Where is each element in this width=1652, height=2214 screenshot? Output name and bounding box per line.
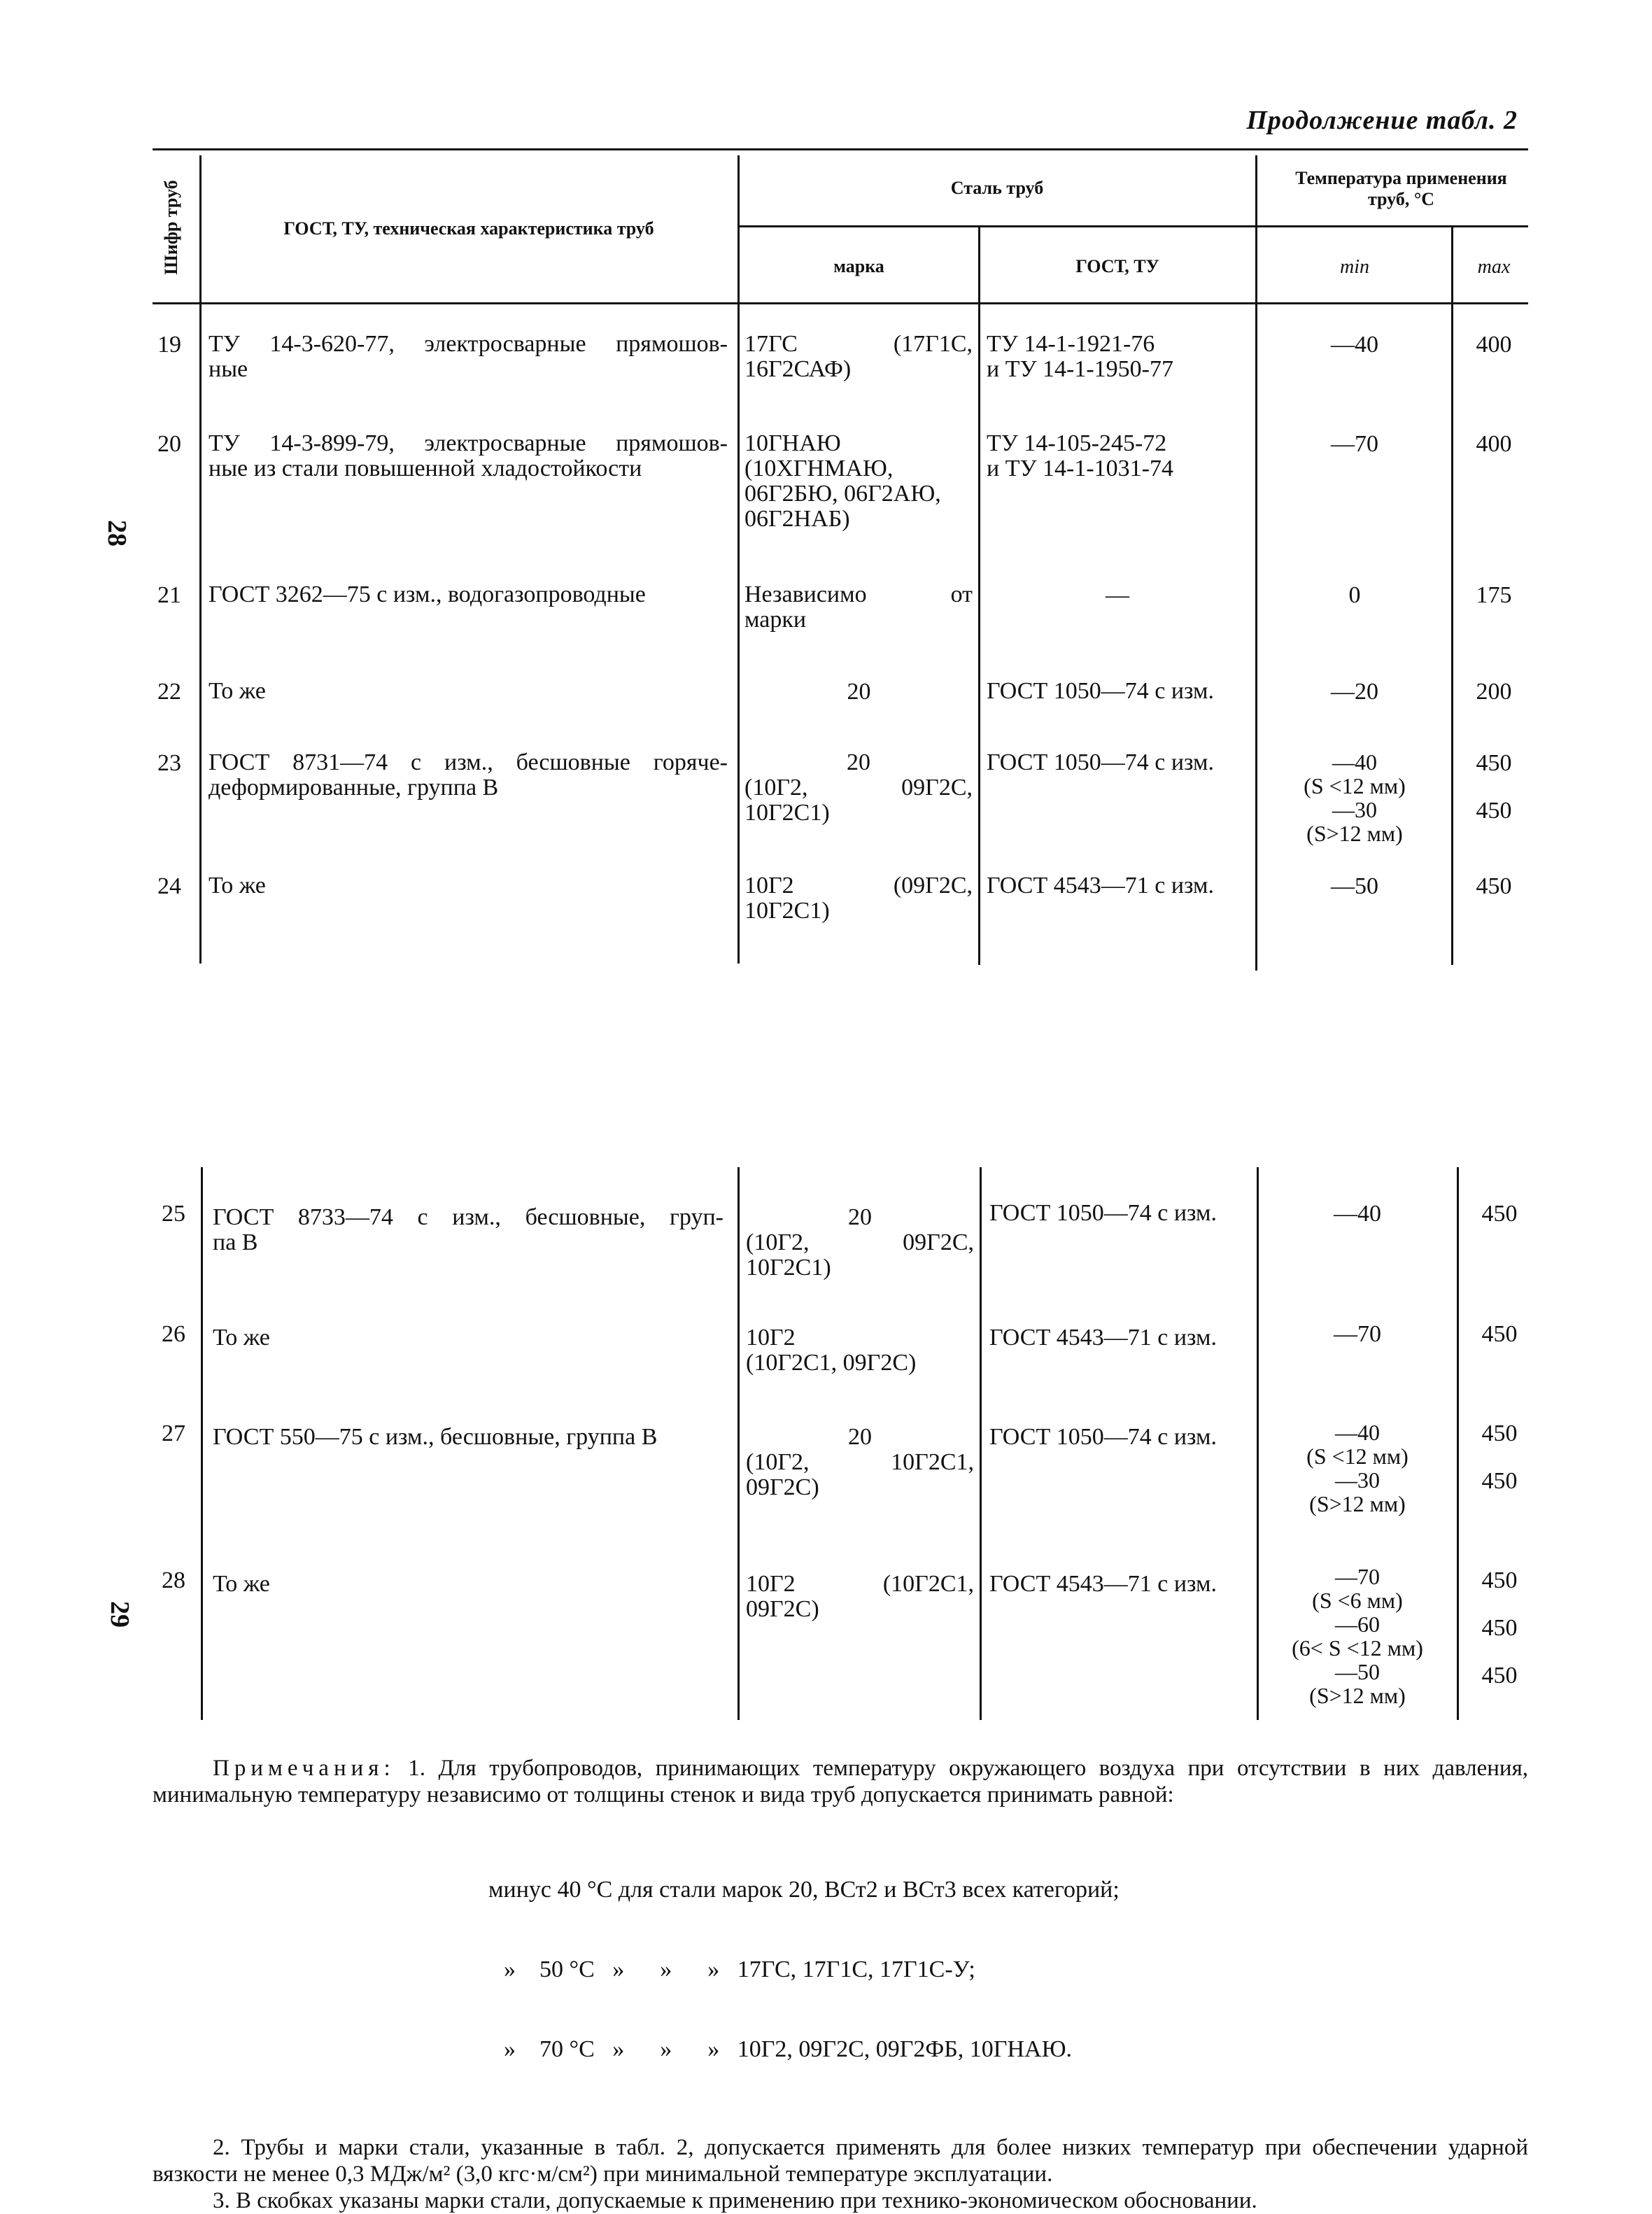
row-25-grade: 20 (10Г2, 09Г2С, 10Г2С1): [746, 1204, 974, 1281]
note-1-text: 1. Для трубопроводов, принимающих температуру окружающего воздуха при отсутствии в них давления, минимальную температуру независимо от толщины стенок и вида труб допускается принимать равной:: [153, 1756, 1528, 1807]
row-22-grade: 20: [847, 679, 871, 705]
notes-block: [153, 1755, 1528, 2214]
row-27-tmax: 450 450: [1481, 1420, 1518, 1494]
row-19-gost: ТУ 14-1-1921-76 и ТУ 14-1-1950-77: [987, 331, 1174, 382]
col-rule-b2: [737, 1167, 740, 1720]
col-rule-5: [1451, 227, 1453, 965]
col-rule-b1: [201, 1167, 203, 1720]
row-28-desc: То же: [213, 1571, 270, 1597]
row-23-code: 23: [157, 750, 181, 776]
col-rule-1: [199, 155, 202, 964]
row-20-gost: ТУ 14-105-245-72 и ТУ 14-1-1031-74: [987, 430, 1174, 481]
header-temperature: Температура применения труб, °С: [1295, 168, 1507, 209]
row-24-gost: ГОСТ 4543—71 с изм.: [987, 873, 1214, 898]
note-2: 2. Трубы и марки стали, указанные в табл. 2, допускается применять для более низких температур при обеспечении ударной вязкости не менее 0,3 МДж/м² (3,0 кгс·м/см²) при минимальной температуре эксплуатации.: [153, 2135, 1528, 2187]
row-19-tmin: —40: [1331, 332, 1378, 358]
row-26-tmax: 450: [1481, 1321, 1518, 1347]
row-25-tmax: 450: [1481, 1201, 1518, 1227]
row-22-gost: ГОСТ 1050—74 с изм.: [987, 678, 1214, 704]
row-21-code: 21: [157, 582, 181, 608]
row-21-gost: —: [1106, 582, 1129, 608]
row-27-code: 27: [162, 1420, 185, 1446]
row-28-gost: ГОСТ 4543—71 с изм.: [989, 1571, 1217, 1597]
table-top-rule: [153, 148, 1528, 150]
page-number-29: 29: [105, 1601, 134, 1628]
row-20-desc: ТУ 14-3-899-79, электросварные прямошов- ные из стали повышенной хладостойкости: [209, 430, 728, 481]
header-code: Шифр труб: [161, 180, 181, 275]
row-22-tmin: —20: [1331, 679, 1378, 705]
row-22-code: 22: [157, 679, 181, 705]
row-27-gost: ГОСТ 1050—74 с изм.: [989, 1424, 1217, 1450]
row-28-code: 28: [162, 1567, 185, 1593]
row-24-tmax: 450: [1476, 873, 1512, 899]
header-mid-rule: [739, 225, 1528, 227]
row-23-gost: ГОСТ 1050—74 с изм.: [987, 749, 1214, 775]
row-21-desc: ГОСТ 3262—75 с изм., водогазопроводные: [209, 581, 646, 607]
col-rule-b4: [1257, 1167, 1259, 1720]
row-19-tmax: 400: [1476, 332, 1512, 358]
row-27-grade: 20 (10Г2, 10Г2С1, 09Г2С): [746, 1424, 974, 1500]
header-min: min: [1340, 256, 1369, 278]
header-grade: марка: [833, 256, 884, 276]
row-19-desc: ТУ 14-3-620-77, электросварные прямошов- ные: [209, 331, 728, 382]
note-1: [153, 1755, 1528, 1808]
row-27-desc: ГОСТ 550—75 с изм., бесшовные, группа В: [213, 1424, 658, 1450]
row-26-tmin: —70: [1334, 1321, 1381, 1347]
row-22-desc: То же: [209, 678, 266, 704]
row-19-grade: 17ГС (17Г1С, 16Г2САФ): [744, 331, 973, 382]
note-3: 3. В скобках указаны марки стали, допускаемые к применению при технико-экономическом обосновании.: [213, 2188, 1257, 2213]
note-1-list-item: минус 40 °С для стали марок 20, ВСт2 и ВСт3 всех категорий;: [488, 1877, 1120, 1903]
row-23-grade: 20 (10Г2, 09Г2С, 10Г2С1): [744, 749, 973, 826]
row-26-code: 26: [162, 1321, 185, 1347]
col-rule-b5: [1457, 1167, 1459, 1720]
row-24-tmin: —50: [1331, 873, 1378, 899]
header-steel: Сталь труб: [950, 178, 1044, 198]
col-rule-4: [1255, 155, 1257, 971]
row-25-tmin: —40: [1334, 1201, 1381, 1227]
row-20-code: 20: [157, 431, 181, 457]
note-1-list: [488, 1824, 1528, 2116]
header-description: ГОСТ, ТУ, техническая характеристика труб: [283, 218, 654, 239]
header-max: max: [1477, 256, 1511, 278]
row-21-tmin: 0: [1348, 582, 1361, 608]
row-26-desc: То же: [213, 1325, 270, 1351]
row-26-grade: 10Г2 (10Г2С1, 09Г2С): [746, 1325, 917, 1376]
col-rule-2: [737, 155, 740, 964]
col-rule-3: [978, 227, 980, 965]
row-25-gost: ГОСТ 1050—74 с изм.: [989, 1200, 1217, 1226]
row-24-code: 24: [157, 873, 181, 899]
row-19-code: 19: [157, 332, 181, 358]
row-20-tmax: 400: [1476, 431, 1512, 457]
row-28-grade: 10Г2 (10Г2С1, 09Г2С): [746, 1571, 974, 1622]
row-20-grade: 10ГНАЮ (10ХГНМАЮ, 06Г2БЮ, 06Г2АЮ, 06Г2НАБ): [744, 430, 941, 532]
row-21-grade: Независимо от марки: [744, 581, 973, 633]
row-23-tmin: —40 (S <12 мм) —30 (S>12 мм): [1304, 749, 1406, 846]
note-1-list-item: » 70 °С » » » 10Г2, 09Г2С, 09Г2ФБ, 10ГНАЮ.: [504, 2036, 1073, 2062]
note-1-list-item: » 50 °С » » » 17ГС, 17Г1С, 17Г1С-У;: [504, 1956, 975, 1982]
page-number-28: 28: [102, 520, 132, 547]
header-gost-tu: ГОСТ, ТУ: [1075, 256, 1159, 276]
header-bottom-rule: [153, 302, 1528, 304]
col-rule-b3: [980, 1167, 982, 1720]
row-28-tmax: 450 450 450: [1481, 1567, 1518, 1688]
row-24-desc: То же: [209, 873, 266, 898]
row-21-tmax: 175: [1476, 582, 1512, 608]
notes-label: Примечания:: [213, 1756, 395, 1781]
row-28-tmin: —70 (S <6 мм) —60 (6< S <12 мм) —50 (S>12 мм): [1292, 1564, 1423, 1708]
row-20-tmin: —70: [1331, 431, 1378, 457]
row-27-tmin: —40 (S <12 мм) —30 (S>12 мм): [1306, 1420, 1409, 1516]
row-23-desc: ГОСТ 8731—74 с изм., бесшовные горяче- деформированные, группа В: [209, 749, 728, 801]
row-26-gost: ГОСТ 4543—71 с изм.: [989, 1325, 1217, 1351]
row-22-tmax: 200: [1476, 679, 1512, 705]
row-24-grade: 10Г2 (09Г2С, 10Г2С1): [744, 873, 973, 924]
table-continuation-caption: Продолжение табл. 2: [1246, 106, 1518, 135]
row-25-code: 25: [162, 1201, 185, 1227]
row-23-tmax: 450 450: [1476, 750, 1512, 824]
row-25-desc: ГОСТ 8733—74 с изм., бесшовные, груп- па В: [213, 1204, 723, 1255]
